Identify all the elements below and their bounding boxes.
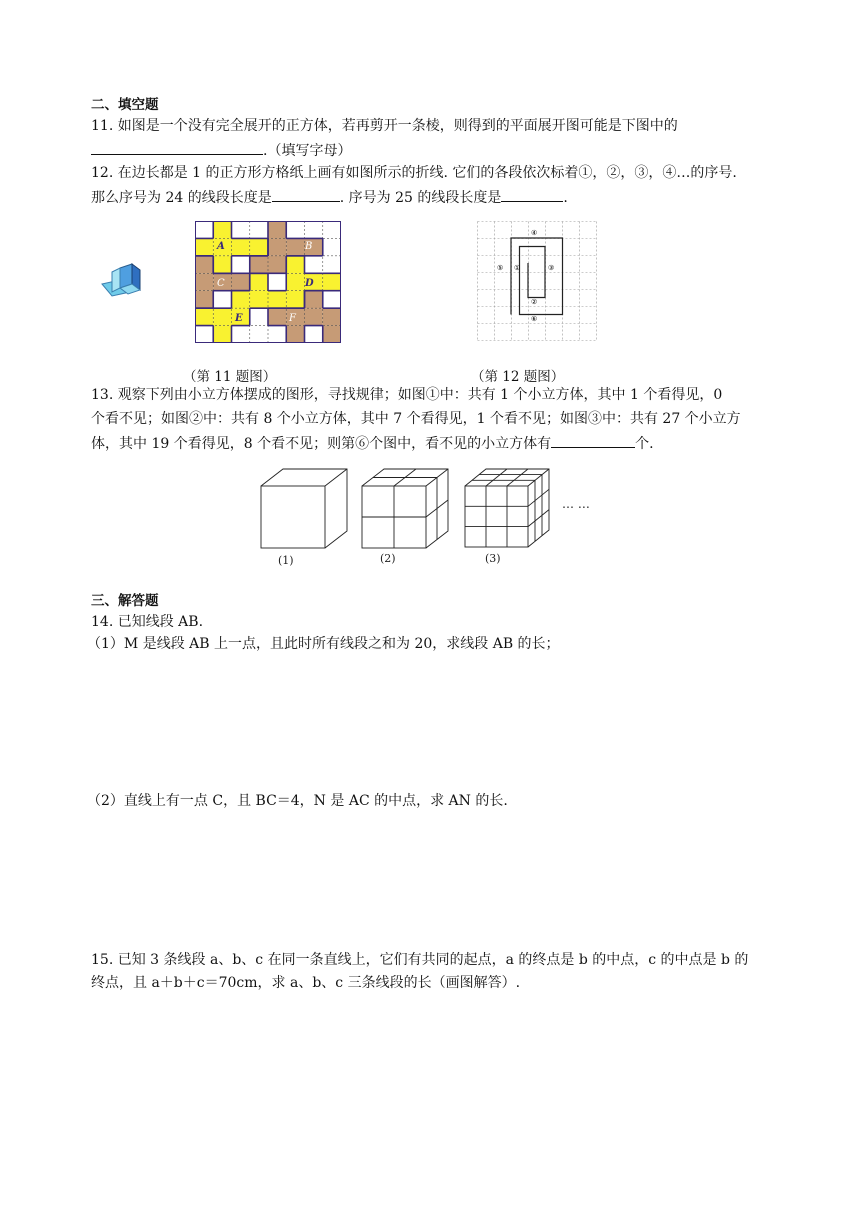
q13-text-line1: 13. 观察下列由小立方体摆成的图形，寻找规律；如图①中：共有 1 个小立方体，其中 1 个看得见，0 [91, 387, 723, 403]
spiral-label-6: ⑥ [531, 315, 538, 323]
q11-net-grid-figure [195, 221, 341, 343]
q12-blank-24[interactable] [272, 187, 340, 202]
q15-text-line1: 15. 已知 3 条线段 a、b、c 在同一条直线上，它们有共同的起点，a 的终点是 b 的中点，c 的中点是 b 的 [91, 952, 749, 968]
q14-stem: 14. 已知线段 AB. [91, 614, 204, 630]
q13-answer-blank[interactable] [551, 433, 635, 448]
q13-text-b: 个. [635, 436, 654, 452]
q14-part1: （1）M 是线段 AB 上一点，且此时所有线段之和为 20，求线段 AB 的长； [87, 636, 560, 652]
q11-instruction: .（填写字母） [263, 143, 352, 159]
spiral-label-3: ③ [548, 264, 555, 272]
q14-part2: （2）直线上有一点 C，且 BC＝4，N 是 AC 的中点，求 AN 的长. [87, 793, 508, 809]
net-label-c: C [217, 278, 225, 289]
q13-text-line3 [91, 433, 654, 454]
q11-answer-blank[interactable] [91, 140, 263, 155]
cube-1x1 [261, 469, 347, 548]
partial-cube-figure [98, 254, 148, 304]
q12-figure-caption: （第 12 题图） [471, 369, 565, 385]
spiral-label-2: ② [531, 298, 538, 306]
net-label-a: A [217, 241, 225, 252]
q11-text-line2 [91, 140, 351, 161]
net-label-f: F [289, 313, 296, 324]
cube-label-1: (1) [278, 554, 294, 567]
net-label-e: E [235, 313, 243, 324]
q12-spiral-grid-figure [477, 221, 599, 343]
q12-text-b: . 序号为 25 的线段长度是 [339, 190, 502, 206]
cube-2x2 [362, 469, 448, 548]
q12-text-line2 [91, 187, 568, 208]
net-label-b: B [305, 241, 313, 252]
spiral-label-4: ④ [531, 229, 538, 237]
net-label-d: D [305, 278, 314, 289]
q13-cube-figures [255, 462, 605, 572]
q13-text-line2: 个看不见；如图②中：共有 8 个小立方体，其中 7 个看得见，1 个看不见；如图③中：共有 27 个小立方 [91, 411, 741, 427]
q12-text-a: 那么序号为 24 的线段长度是 [91, 190, 272, 206]
spiral-label-5: ⑤ [497, 264, 504, 272]
cube-ellipsis: … … [562, 497, 590, 511]
section-heading-solutions: 三、解答题 [91, 593, 159, 609]
q11-figure-caption: （第 11 题图） [183, 369, 277, 385]
cube-3x3 [465, 469, 549, 547]
q13-text-a: 体，其中 19 个看得见，8 个看不见；则第⑥个图中，看不见的小立方体有 [91, 436, 552, 452]
cube-label-3: (3) [485, 552, 501, 565]
spiral-label-1: ① [514, 264, 521, 272]
section-heading-fill-in: 二、填空题 [91, 97, 159, 113]
q12-text-line1: 12. 在边长都是 1 的正方形方格纸上画有如图所示的折线. 它们的各段依次标着①，②，③，④…的序号. [91, 165, 737, 181]
q15-text-line2: 终点，且 a＋b＋c＝70cm，求 a、b、c 三条线段的长（画图解答）. [91, 975, 521, 991]
q11-text-line1: 11. 如图是一个没有完全展开的正方体，若再剪开一条棱，则得到的平面展开图可能是下图中的 [91, 118, 678, 134]
cube-label-2: (2) [380, 552, 396, 565]
q12-text-c: . [563, 190, 568, 206]
q12-blank-25[interactable] [501, 187, 563, 202]
